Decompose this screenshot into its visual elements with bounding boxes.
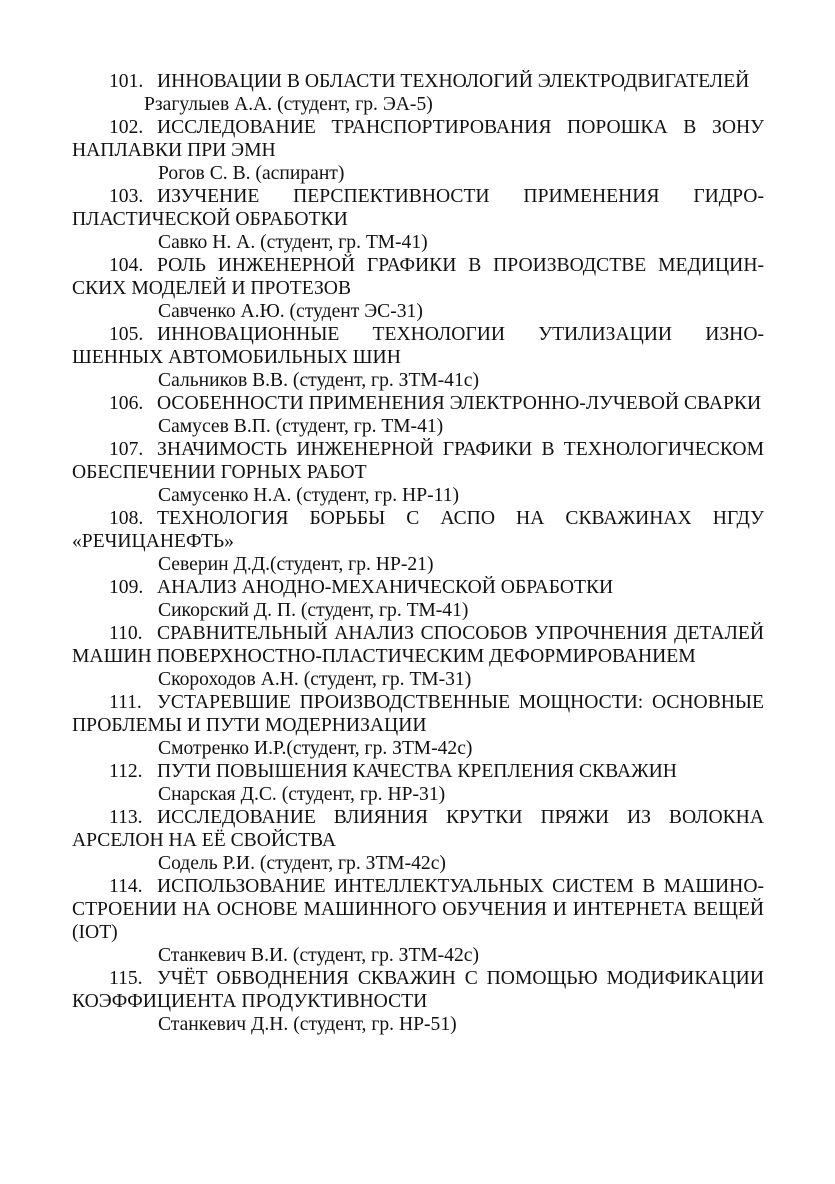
entry-title-text: ИССЛЕДОВАНИЕ ТРАНСПОРТИРОВАНИЯ ПОРОШКА В ЗОНУ НАПЛАВКИ ПРИ ЭМН xyxy=(72,117,764,161)
entry-title xyxy=(72,691,764,737)
entry-number: 109. xyxy=(109,577,144,598)
entry-number: 107. xyxy=(109,439,144,460)
entry-author: Рзагулыев А.А. (студент, гр. ЭА-5) xyxy=(144,94,433,115)
entry-title xyxy=(72,760,764,783)
entry-number: 113. xyxy=(109,807,143,828)
entry-title-text: АНАЛИЗ АНОДНО-МЕХАНИЧЕСКОЙ ОБРАБОТКИ xyxy=(157,577,614,598)
entry-110 xyxy=(72,622,764,691)
entry-103 xyxy=(72,185,764,254)
entry-title-text: РОЛЬ ИНЖЕНЕРНОЙ ГРАФИКИ В ПРОИЗВОДСТВЕ МЕДИЦИН-СКИХ МОДЕЛЕЙ И ПРОТЕЗОВ xyxy=(72,255,764,299)
entry-author: Содель Р.И. (студент, гр. ЗТМ-42с) xyxy=(158,853,446,874)
entry-title xyxy=(72,507,764,553)
entry-number: 104. xyxy=(109,255,144,276)
entry-title-text: ОСОБЕННОСТИ ПРИМЕНЕНИЯ ЭЛЕКТРОННО-ЛУЧЕВОЙ СВАРКИ xyxy=(157,393,762,414)
entry-101 xyxy=(72,70,764,116)
entry-title-text: ИННОВАЦИИ В ОБЛАСТИ ТЕХНОЛОГИЙ ЭЛЕКТРОДВИГАТЕЛЕЙ xyxy=(157,71,750,92)
entry-title-text: ИННОВАЦИОННЫЕ ТЕХНОЛОГИИ УТИЛИЗАЦИИ ИЗНО-ШЕННЫХ АВТОМОБИЛЬНЫХ ШИН xyxy=(72,324,764,368)
entry-number: 114. xyxy=(109,876,143,897)
entry-number: 105. xyxy=(109,324,144,345)
entry-112 xyxy=(72,760,764,806)
entry-109 xyxy=(72,576,764,622)
entry-title-text: ПУТИ ПОВЫШЕНИЯ КАЧЕСТВА КРЕПЛЕНИЯ СКВАЖИН xyxy=(157,761,677,782)
entry-author: Савченко А.Ю. (студент ЭС-31) xyxy=(158,301,423,322)
entry-106 xyxy=(72,392,764,438)
entry-number: 103. xyxy=(109,186,144,207)
entry-title xyxy=(72,254,764,300)
entry-title xyxy=(72,70,764,93)
entry-author: Смотренко И.Р.(студент, гр. ЗТМ-42с) xyxy=(158,738,473,759)
entry-title-text: ИССЛЕДОВАНИЕ ВЛИЯНИЯ КРУТКИ ПРЯЖИ ИЗ ВОЛОКНА АРСЕЛОН НА ЕЁ СВОЙСТВА xyxy=(72,807,764,851)
entry-number: 115. xyxy=(109,968,143,989)
document-page xyxy=(72,70,764,1036)
entry-104 xyxy=(72,254,764,323)
entry-113 xyxy=(72,806,764,875)
entry-114 xyxy=(72,875,764,967)
entry-title xyxy=(72,116,764,162)
entry-title xyxy=(72,622,764,668)
entry-number: 106. xyxy=(109,393,144,414)
entry-author: Самусенко Н.А. (студент, гр. НР-11) xyxy=(158,485,460,506)
entry-author: Сальников В.В. (студент, гр. ЗТМ-41с) xyxy=(158,370,479,391)
entry-author: Рогов С. В. (аспирант) xyxy=(158,163,345,184)
entry-title xyxy=(72,875,764,944)
entry-author: Сикорский Д. П. (студент, гр. ТМ-41) xyxy=(158,600,469,621)
entry-107 xyxy=(72,438,764,507)
entry-102 xyxy=(72,116,764,185)
entry-author: Станкевич В.И. (студент, гр. ЗТМ-42с) xyxy=(158,945,479,966)
entry-author: Северин Д.Д.(студент, гр. НР-21) xyxy=(158,554,434,575)
entry-number: 111. xyxy=(109,692,142,713)
entry-number: 112. xyxy=(109,761,143,782)
entry-title xyxy=(72,576,764,599)
entry-title-text: ЗНАЧИМОСТЬ ИНЖЕНЕРНОЙ ГРАФИКИ В ТЕХНОЛОГИЧЕСКОМ ОБЕСПЕЧЕНИИ ГОРНЫХ РАБОТ xyxy=(72,439,764,483)
entry-title-text: ИСПОЛЬЗОВАНИЕ ИНТЕЛЛЕКТУАЛЬНЫХ СИСТЕМ В МАШИНО-СТРОЕНИИ НА ОСНОВЕ МАШИННОГО ОБУЧЕНИЯ И ИНТЕРНЕТА ВЕЩЕЙ (IOT) xyxy=(72,876,764,943)
entry-108 xyxy=(72,507,764,576)
entry-number: 108. xyxy=(109,508,144,529)
entry-number: 110. xyxy=(109,623,143,644)
entry-title-text: УСТАРЕВШИЕ ПРОИЗВОДСТВЕННЫЕ МОЩНОСТИ: ОСНОВНЫЕ ПРОБЛЕМЫ И ПУТИ МОДЕРНИЗАЦИИ xyxy=(72,692,764,736)
entry-title xyxy=(72,185,764,231)
entry-title xyxy=(72,967,764,1013)
entry-title-text: СРАВНИТЕЛЬНЫЙ АНАЛИЗ СПОСОБОВ УПРОЧНЕНИЯ ДЕТАЛЕЙ МАШИН ПОВЕРХНОСТНО-ПЛАСТИЧЕСКИМ ДЕФОРМИРОВАНИЕМ xyxy=(72,623,764,667)
entry-115 xyxy=(72,967,764,1036)
entry-title xyxy=(72,392,764,415)
entry-title-text: УЧЁТ ОБВОДНЕНИЯ СКВАЖИН С ПОМОЩЬЮ МОДИФИКАЦИИ КОЭФФИЦИЕНТА ПРОДУКТИВНОСТИ xyxy=(72,968,764,1012)
entry-author: Снарская Д.С. (студент, гр. НР-31) xyxy=(158,784,446,805)
entry-105 xyxy=(72,323,764,392)
entry-111 xyxy=(72,691,764,760)
entry-title-text: ИЗУЧЕНИЕ ПЕРСПЕКТИВНОСТИ ПРИМЕНЕНИЯ ГИДРО-ПЛАСТИЧЕСКОЙ ОБРАБОТКИ xyxy=(72,186,764,230)
entry-number: 102. xyxy=(109,117,144,138)
entry-number: 101. xyxy=(109,71,144,92)
entry-author: Скороходов А.Н. (студент, гр. ТМ-31) xyxy=(158,669,472,690)
entry-title xyxy=(72,323,764,369)
entry-author: Савко Н. А. (студент, гр. ТМ-41) xyxy=(158,232,428,253)
entry-author: Станкевич Д.Н. (студент, гр. НР-51) xyxy=(158,1014,457,1035)
entry-title-text: ТЕХНОЛОГИЯ БОРЬБЫ С АСПО НА СКВАЖИНАХ НГДУ «РЕЧИЦАНЕФТЬ» xyxy=(72,508,764,552)
entry-title xyxy=(72,438,764,484)
entry-title xyxy=(72,806,764,852)
entry-author: Самусев В.П. (студент, гр. ТМ-41) xyxy=(158,416,444,437)
